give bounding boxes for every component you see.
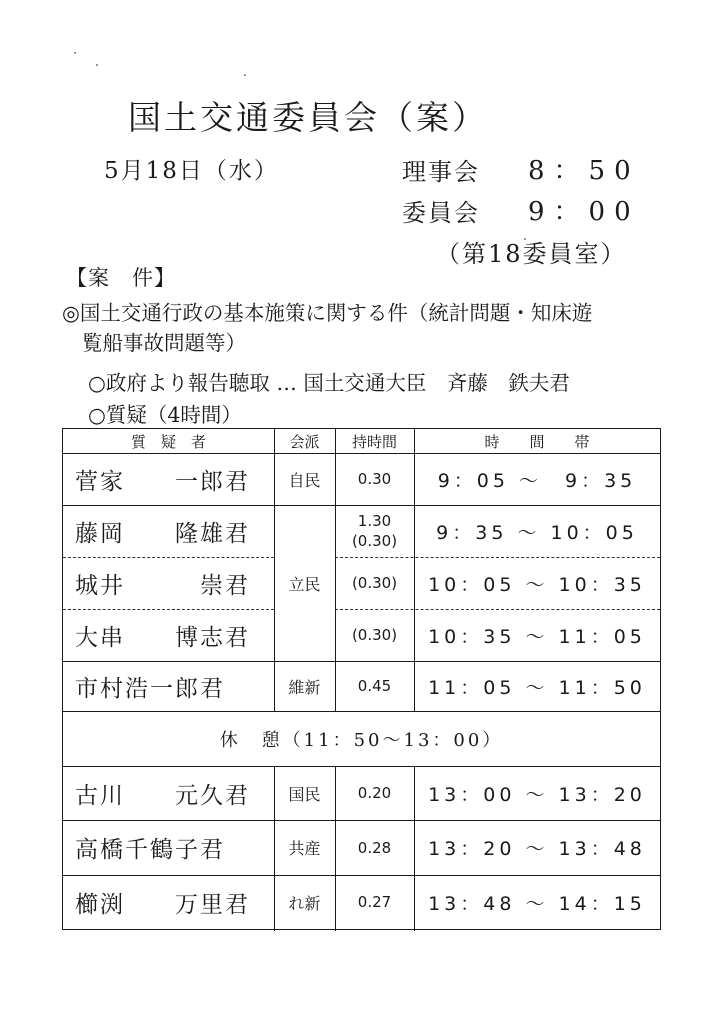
duration-total: 1.30 <box>357 512 392 530</box>
questioner-name: 市村浩一郎君 <box>75 675 225 702</box>
header-time-slot: 時 間 帯 <box>484 432 590 451</box>
time-slot-cell: 11：05 ～ 11：50 <box>428 676 646 699</box>
duration-cell: 0.27 <box>357 893 392 911</box>
party-cell: 国民 <box>288 784 321 804</box>
agenda-report: ○政府より報告聴取 … 国土交通大臣 斉藤 鉄夫君 <box>88 371 570 395</box>
time-slot-cell: 9：35 ～ 10：05 <box>436 521 638 544</box>
party-cell: 立民 <box>288 574 321 594</box>
schedule-label: 委員会 <box>402 199 480 227</box>
duration-cell <box>335 505 414 557</box>
time-slot-cell: 9：05 ～ 9：35 <box>437 469 637 492</box>
agenda-item-line: 覧船事故問題等） <box>82 331 246 355</box>
meeting-date: 5月18日（水） <box>104 158 279 184</box>
duration-cell: 0.45 <box>357 677 392 695</box>
time-slot-cell: 13：48 ～ 14：15 <box>428 892 646 915</box>
agenda-questions: ○質疑（4時間） <box>88 403 242 427</box>
questioner-name: 大串 博志君 <box>75 624 250 651</box>
scan-speck <box>244 74 246 76</box>
agenda-item-line: ◎国土交通行政の基本施策に関する件（統計問題・知床遊 <box>62 301 593 325</box>
duration-cell: 0.30 <box>357 470 392 488</box>
party-cell: 維新 <box>288 677 321 697</box>
document-title: 国土交通委員会（案） <box>128 98 488 137</box>
header-time-held: 持時間 <box>351 432 397 451</box>
party-cell: 共産 <box>288 839 321 858</box>
questioner-name: 城井 崇君 <box>75 572 250 599</box>
duration-cell: (0.30) <box>351 626 398 644</box>
duration-cell: 0.28 <box>357 838 392 857</box>
scan-speck <box>96 64 98 66</box>
questioner-name: 高橋千鶴子君 <box>75 837 225 863</box>
schedule-time: 9：00 <box>528 197 640 227</box>
schedule-time: 8：50 <box>528 156 640 186</box>
duration-cell: 0.20 <box>357 784 392 802</box>
agenda-item <box>62 298 672 358</box>
duration-own: (0.30) <box>351 532 398 550</box>
recess-row: 休 憩（11：50～13：00） <box>219 729 504 751</box>
party-cell: れ新 <box>288 893 321 913</box>
scan-speck <box>74 52 76 54</box>
time-slot-cell: 10：05 ～ 10：35 <box>428 573 646 596</box>
section-heading: 【案 件】 <box>66 266 176 290</box>
party-cell: 自民 <box>288 470 321 490</box>
time-slot-cell: 10：35 ～ 11：05 <box>428 625 646 648</box>
meeting-room: （第18委員室） <box>436 240 627 268</box>
questioner-name: 菅家 一郎君 <box>75 468 250 495</box>
header-party: 会派 <box>289 432 320 451</box>
questioner-name: 藤岡 隆雄君 <box>75 520 250 547</box>
time-slot-cell: 13：00 ～ 13：20 <box>428 783 646 806</box>
questioner-name: 古川 元久君 <box>75 782 250 809</box>
duration-cell: (0.30) <box>351 574 398 592</box>
header-questioner: 質 疑 者 <box>130 432 206 451</box>
schedule-label: 理事会 <box>402 158 480 186</box>
questioning-schedule-table <box>62 428 661 930</box>
time-slot-cell: 13：20 ～ 13：48 <box>428 838 646 860</box>
questioner-name: 櫛渕 万里君 <box>75 891 250 918</box>
